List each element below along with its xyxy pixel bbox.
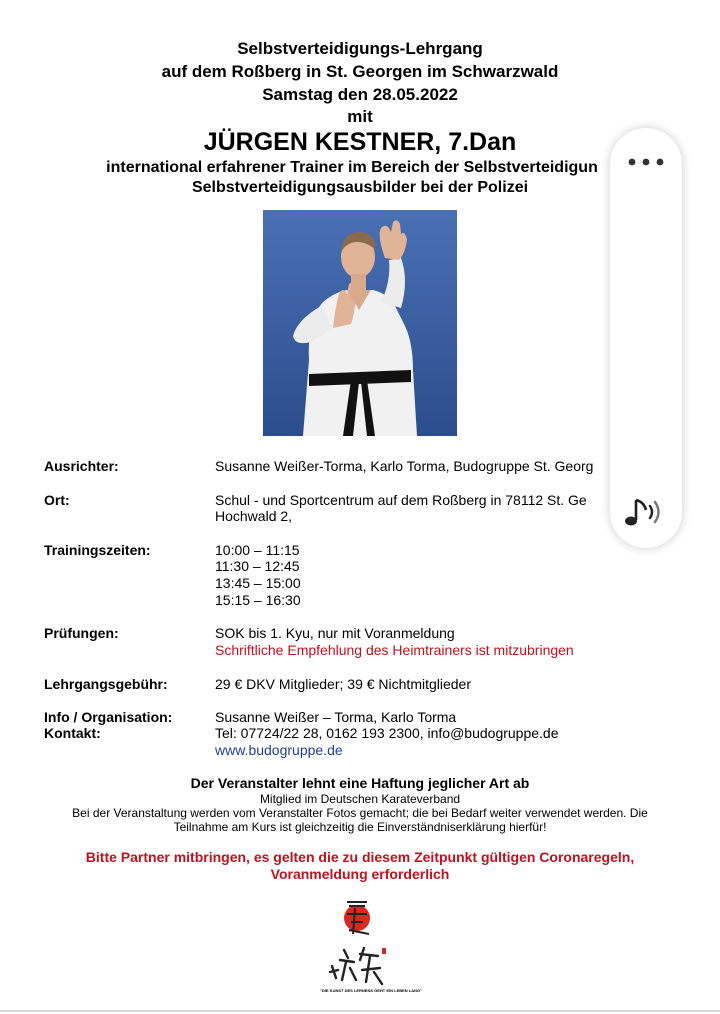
corona-notice-2: Voranmeldung erforderlich bbox=[270, 866, 450, 882]
exams-label: Prüfungen: bbox=[44, 625, 119, 641]
training-times-label: Trainingszeiten: bbox=[44, 542, 151, 558]
with-label: mit bbox=[347, 107, 373, 126]
organizer-label: Ausrichter: bbox=[44, 458, 119, 474]
corona-notice-1: Bitte Partner mitbringen, es gelten die zu diesem Zeitpunkt gültigen Coronaregeln, bbox=[85, 849, 635, 865]
floating-side-panel bbox=[610, 128, 682, 548]
event-location-title: auf dem Roßberg in St. Georgen im Schwarzwald bbox=[161, 62, 559, 81]
music-note-sound-icon bbox=[622, 492, 670, 532]
location-line-1: Schul - und Sportcentrum auf dem Roßberg in 78112 St. Ge bbox=[215, 492, 587, 508]
photo-notice-2: Teilnahme am Kurs ist gleichzeitig die Einverständniserklärung hierfür! bbox=[173, 820, 547, 834]
event-title: Selbstverteidigungs-Lehrgang bbox=[237, 39, 483, 58]
liability-disclaimer: Der Veranstalter lehnt eine Haftung jeglicher Art ab bbox=[190, 775, 530, 791]
contact-label: Kontakt: bbox=[44, 725, 101, 741]
logo-caption: "DIE KUNST DES LERNENS GEHT EIN LEBEN LANG" bbox=[320, 988, 423, 993]
membership-note: Mitglied im Deutschen Karateverband bbox=[259, 792, 461, 806]
info-organisation: Susanne Weißer – Torma, Karlo Torma bbox=[215, 709, 457, 725]
training-time: 13:45 – 15:00 bbox=[215, 575, 301, 591]
page-divider bbox=[0, 1010, 720, 1012]
exams-value: SOK bis 1. Kyu, nur mit Voranmeldung bbox=[215, 625, 455, 641]
fee-value: 29 € DKV Mitglieder; 39 € Nichtmitglieder bbox=[215, 676, 472, 692]
event-date: Samstag den 28.05.2022 bbox=[262, 85, 458, 104]
exams-note: Schriftliche Empfehlung des Heimtrainers ist mitzubringen bbox=[215, 642, 574, 658]
trainer-description: international erfahrener Trainer im Bereich der Selbstverteidigun bbox=[106, 159, 598, 176]
calligraphy-logo bbox=[320, 944, 423, 1000]
location-line-2: Hochwald 2, bbox=[215, 508, 293, 524]
more-icon bbox=[624, 150, 668, 174]
training-time: 10:00 – 11:15 bbox=[215, 542, 300, 558]
website-link[interactable]: www.budogruppe.de bbox=[215, 742, 343, 758]
trainer-role: Selbstverteidigungsausbilder bei der Polizei bbox=[191, 179, 529, 196]
training-time: 11:30 – 12:45 bbox=[215, 558, 300, 574]
trainer-photo bbox=[263, 210, 457, 436]
photo-notice-1: Bei der Veranstaltung werden vom Veranstalter Fotos gemacht; die bei Bedarf weiter verwendet werden. Die bbox=[72, 806, 648, 820]
karate-logo bbox=[333, 894, 385, 942]
organizer-value: Susanne Weißer-Torma, Karlo Torma, Budogruppe St. Georg bbox=[215, 458, 594, 474]
info-label: Info / Organisation: bbox=[44, 709, 173, 725]
contact-details: Tel: 07724/22 28, 0162 193 2300, info@budogruppe.de bbox=[215, 725, 559, 741]
audio-button[interactable] bbox=[622, 492, 670, 532]
fee-label: Lehrgangsgebühr: bbox=[44, 676, 168, 692]
training-time: 15:15 – 16:30 bbox=[215, 592, 301, 608]
location-label: Ort: bbox=[44, 492, 70, 508]
more-options-button[interactable] bbox=[624, 150, 668, 174]
trainer-name: JÜRGEN KESTNER, 7.Dan bbox=[203, 128, 517, 156]
